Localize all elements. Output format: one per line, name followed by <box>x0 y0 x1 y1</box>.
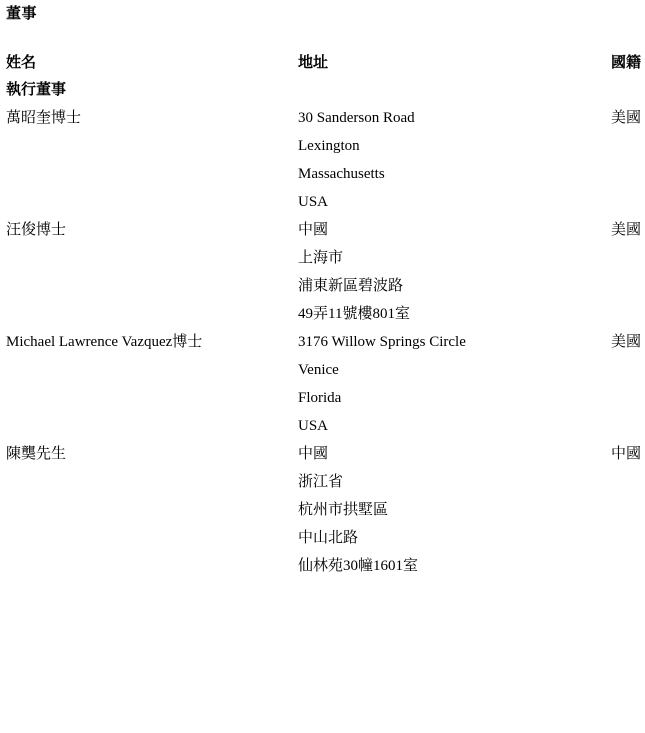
director-nationality: 美國 <box>610 110 641 126</box>
address-line: 杭州市拱墅區 <box>298 502 389 518</box>
table-header <box>0 50 645 76</box>
address-line: 浙江省 <box>298 474 344 490</box>
address-line: 30 Sanderson Road <box>298 110 415 126</box>
address-line: 中國 <box>298 446 329 462</box>
table-subheading-row <box>0 76 645 104</box>
director-address <box>292 104 588 216</box>
director-name: 萬昭奎博士 <box>6 110 82 126</box>
subheading-spacer-address <box>292 76 588 104</box>
table-header-row <box>0 50 645 76</box>
director-address <box>292 216 588 328</box>
address-line: 中國 <box>298 222 329 238</box>
address-line: 仙林苑30幢1601室 <box>298 558 419 574</box>
address-line: Venice <box>298 362 339 378</box>
column-header-name: 姓名 <box>6 55 37 71</box>
table-body <box>0 76 645 580</box>
address-line: 49弄11號樓801室 <box>298 306 410 322</box>
director-nationality: 中國 <box>610 446 641 462</box>
address-line: 中山北路 <box>298 530 359 546</box>
address-line: 浦東新區碧波路 <box>298 278 404 294</box>
table-row <box>0 104 645 216</box>
column-header-address: 地址 <box>298 55 329 71</box>
subheading-spacer-nationality <box>588 76 645 104</box>
address-line: USA <box>298 418 329 434</box>
table-row <box>0 440 645 580</box>
address-line: 上海市 <box>298 250 344 266</box>
table-row <box>0 328 645 440</box>
column-header-nationality: 國籍 <box>610 55 641 71</box>
subheading-executive-directors: 執行董事 <box>6 82 67 98</box>
director-name: 汪俊博士 <box>6 222 67 238</box>
director-name: Michael Lawrence Vazquez博士 <box>6 334 203 350</box>
director-name: 陳龑先生 <box>6 446 67 462</box>
director-address <box>292 440 588 580</box>
director-address <box>292 328 588 440</box>
table-row <box>0 216 645 328</box>
page-title: 董事 <box>6 6 38 22</box>
address-line: 3176 Willow Springs Circle <box>298 334 466 350</box>
directors-table <box>0 50 645 580</box>
director-nationality: 美國 <box>610 334 641 350</box>
address-line: Lexington <box>298 138 360 154</box>
director-nationality: 美國 <box>610 222 641 238</box>
address-line: Massachusetts <box>298 166 385 182</box>
address-line: USA <box>298 194 329 210</box>
address-line: Florida <box>298 390 342 406</box>
